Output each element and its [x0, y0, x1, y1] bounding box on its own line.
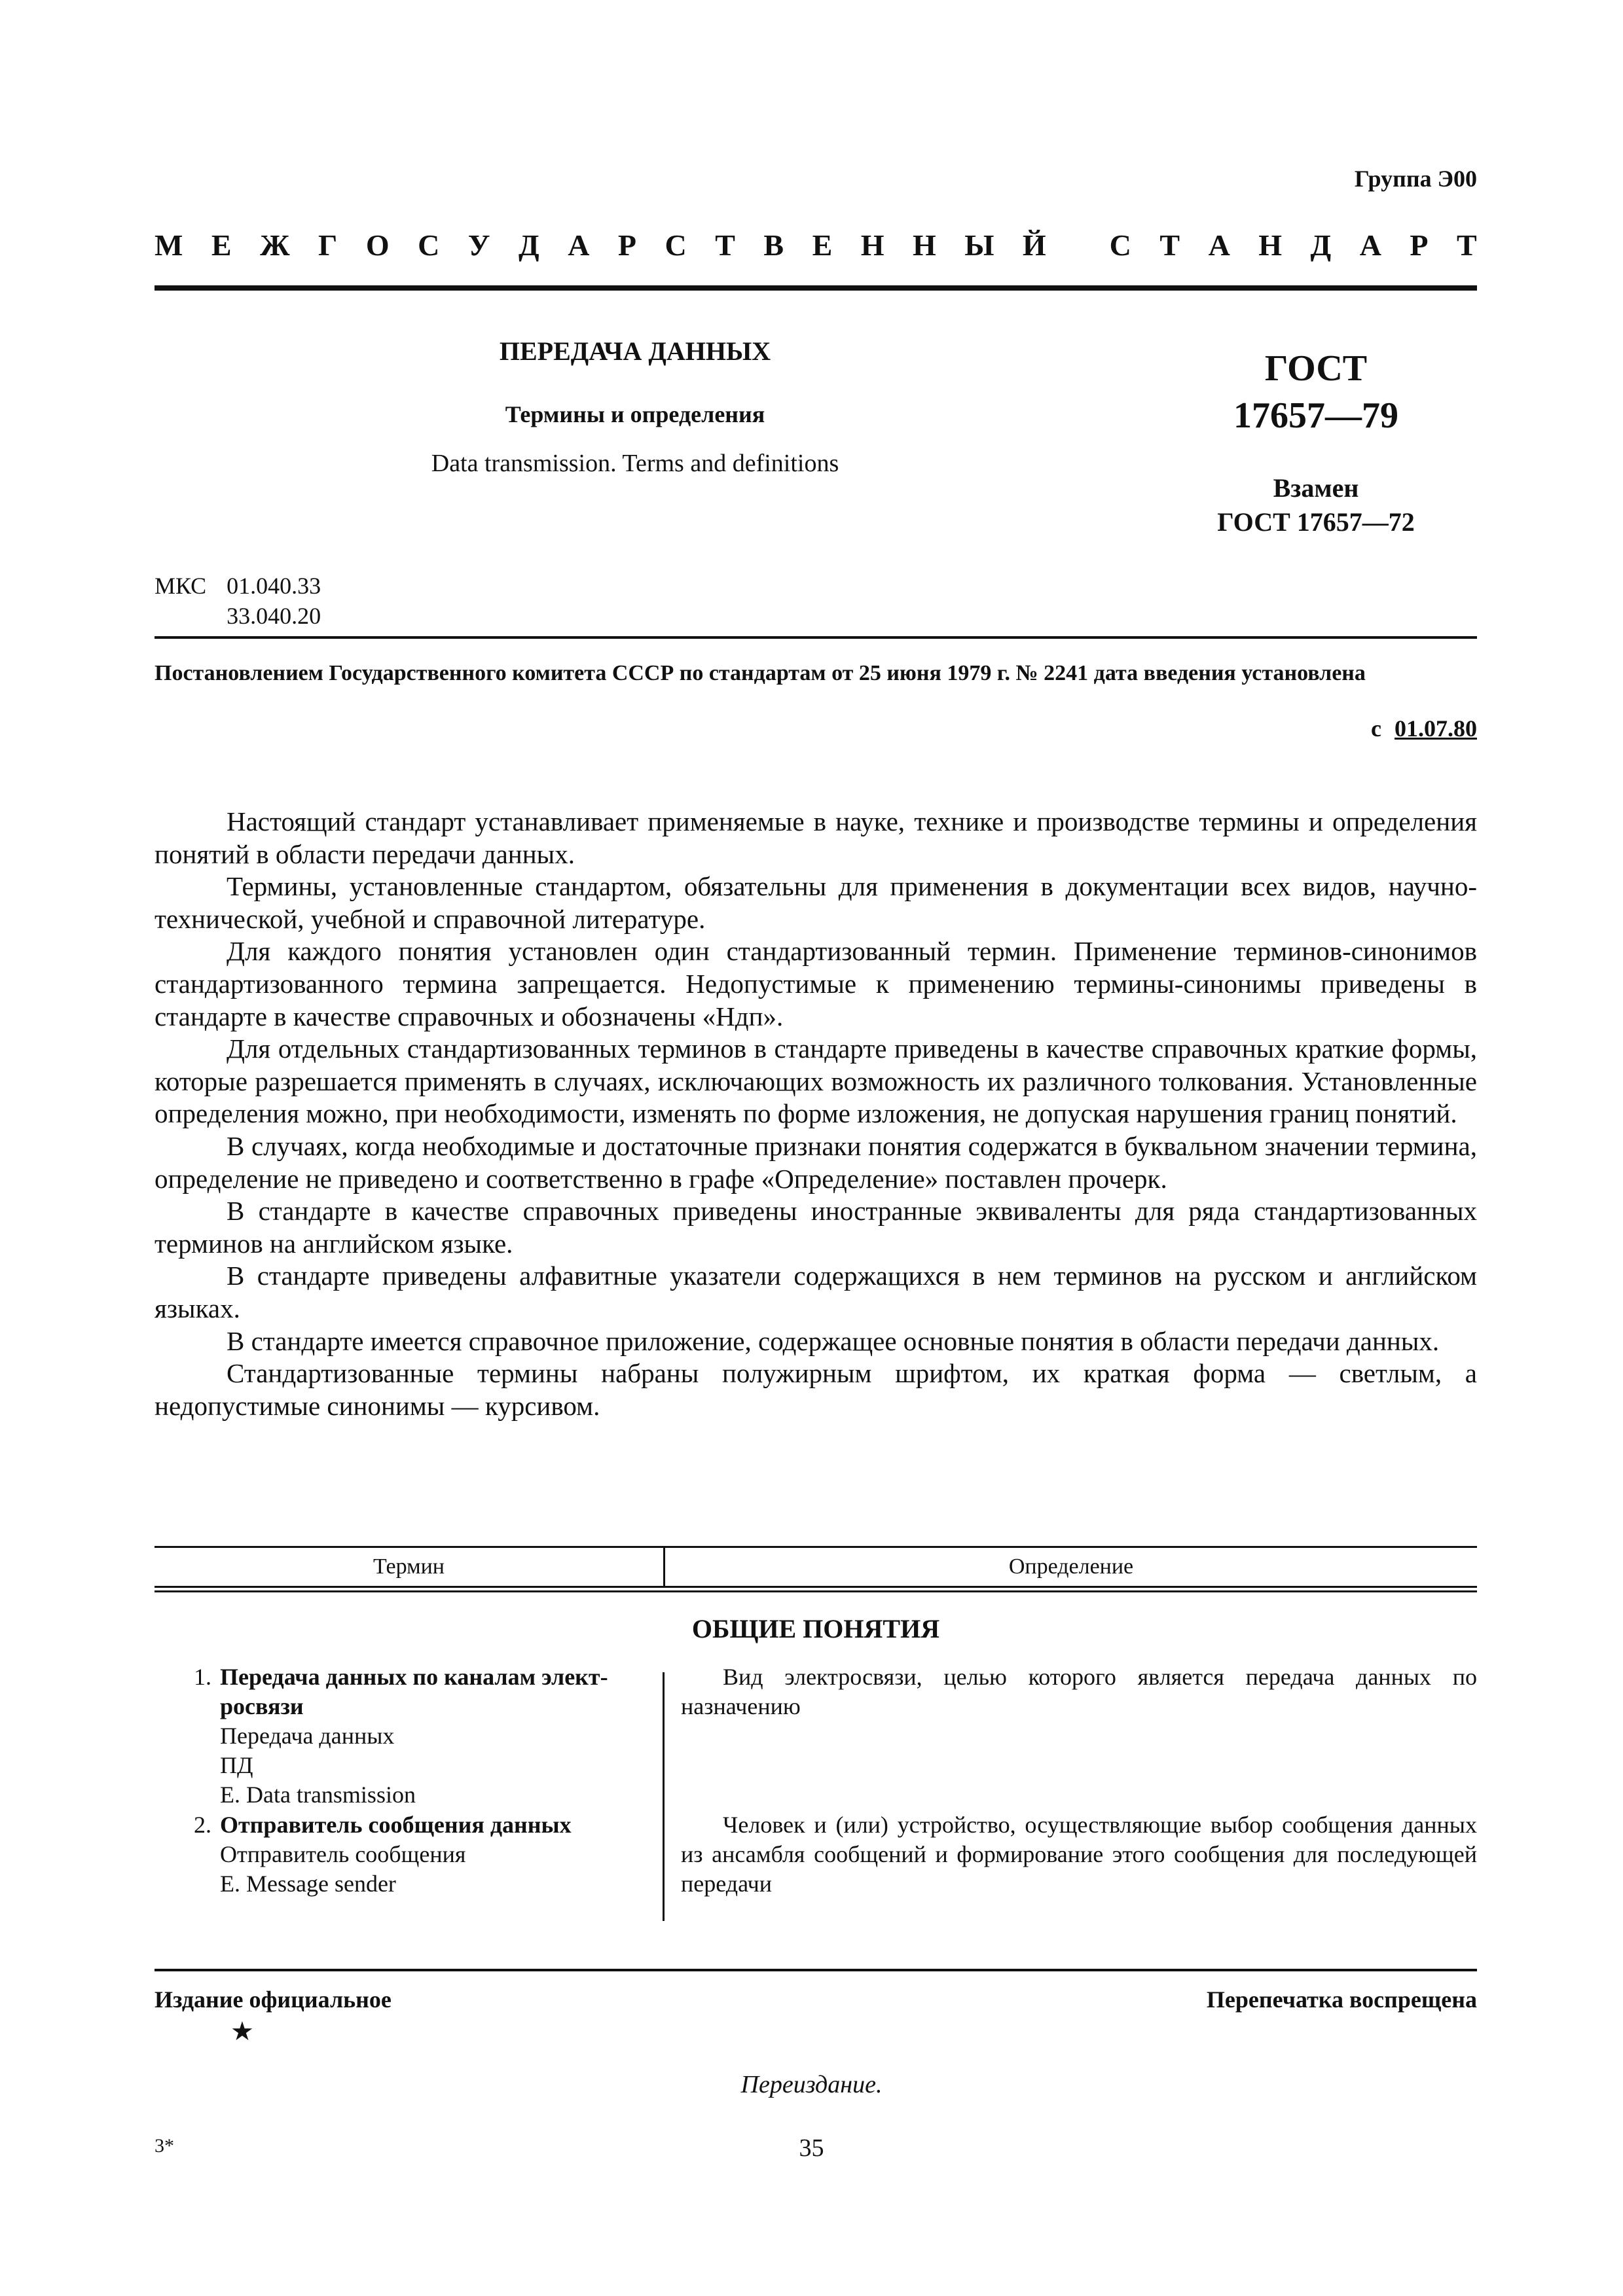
since-label: с: [1371, 715, 1381, 742]
term-entry-2: [194, 1810, 652, 1899]
banner-letter: М: [155, 228, 183, 262]
sheet-mark: 3*: [155, 2135, 174, 2157]
definition-1: Вид электросвязи, целью которого является передача данных по назначению: [681, 1664, 1477, 1719]
banner-letter: Г: [318, 228, 338, 262]
group-code: Группа Э00: [1354, 166, 1477, 192]
term-synonym: Отправитель сообщения: [220, 1841, 466, 1867]
intro-paragraph: Настоящий стандарт устанавливает применяемые в науке, технике и производстве термины и определения понятий в области передачи данных.: [155, 806, 1477, 869]
table-header-double-rule: [155, 1590, 1477, 1592]
term-number: 2.: [194, 1812, 211, 1838]
column-header-definition: Определение: [1008, 1554, 1134, 1579]
term-english: E. Data transmission: [220, 1782, 416, 1808]
banner-letter: Д: [519, 228, 539, 262]
banner-letter: Р: [617, 228, 637, 262]
header-rule: [155, 285, 1477, 291]
banner-letter: Т: [715, 228, 735, 262]
section-title: ОБЩИЕ ПОНЯТИЯ: [691, 1614, 940, 1643]
document-subtitle: Термины и определения: [505, 401, 765, 427]
replaces-number: ГОСТ 17657—72: [1217, 507, 1415, 537]
reissue-note: Переиздание.: [740, 2071, 883, 2098]
banner-letter: Ж: [260, 228, 290, 262]
banner-letter: Т: [1159, 228, 1180, 262]
official-edition: Издание официальное: [155, 1986, 392, 2013]
banner-letter: Н: [913, 228, 936, 262]
definition-2: Человек и (или) устройство, осуществляющие выбор сообщения данных из ансамбля сообщений и формирование этого сообщения для последующей передачи: [681, 1812, 1477, 1897]
interstate-standard-banner: [155, 228, 1477, 262]
banner-letter: У: [467, 228, 490, 262]
decree-rule: [155, 636, 1477, 639]
footer-rule: [155, 1969, 1477, 1971]
intro-paragraph: Для каждого понятия установлен один стандартизованный термин. Применение терминов-синонимов стандартизованного термина запрещается. Недопустимые к применению термины-синонимы приведены в стандарте в качестве справочных и обозначены «Ндп».: [155, 936, 1477, 1031]
banner-letter: Д: [1310, 228, 1332, 262]
page-number: 35: [799, 2134, 824, 2162]
term-number: 1.: [194, 1664, 211, 1690]
gost-number: 17657—79: [1233, 395, 1398, 436]
mks-label: МКС: [155, 573, 207, 599]
banner-letter: С: [1109, 228, 1131, 262]
banner-word-gap: [1074, 228, 1081, 262]
intro-paragraph: Термины, установленные стандартом, обязательны для применения в документации всех видов, научно-технической, учебной и справочной литературе.: [155, 871, 1477, 934]
banner-letter: Н: [860, 228, 884, 262]
column-header-term: Термин: [155, 1548, 665, 1586]
intro-paragraph: В стандарте приведены алфавитные указатели содержащихся в нем терминов на русском и английском языках.: [155, 1261, 1477, 1323]
gost-label: ГОСТ: [1264, 348, 1368, 389]
term-name-continued: росвязи: [220, 1693, 304, 1719]
intro-paragraph: Стандартизованные термины набраны полужирным шрифтом, их краткая форма — светлым, а недопустимые синонимы — курсивом.: [155, 1358, 1477, 1421]
mks-code: 33.040.20: [227, 603, 321, 629]
banner-letter: Н: [1258, 228, 1283, 262]
introduction: [155, 806, 1477, 1422]
intro-paragraph: В стандарте имеется справочное приложение, содержащее основные понятия в области передачи данных.: [227, 1325, 1440, 1356]
banner-letter: С: [665, 228, 687, 262]
banner-letter: С: [418, 228, 440, 262]
since-date: 01.07.80: [1395, 715, 1477, 742]
replaces-block: [1152, 471, 1480, 539]
decree-text: Постановлением Государственного комитета СССР по стандартам от 25 июня 1979 г. № 2241 дата введения установлена: [155, 661, 1366, 685]
banner-letter: О: [365, 228, 390, 262]
document-title: ПЕРЕДАЧА ДАННЫХ: [499, 336, 771, 366]
intro-paragraph: Для отдельных стандартизованных терминов в стандарте приведены в качестве справочных краткие формы, которые разрешается применять в случаях, исключающих возможность их различного толкования. Установленные определения можно, при необходимости, изменять по форме изложения, не допуская нарушения границ понятий.: [155, 1033, 1477, 1129]
banner-letter: Р: [1410, 228, 1429, 262]
term-english: E. Message sender: [220, 1871, 396, 1897]
term-synonym: Передача данных: [220, 1723, 395, 1749]
banner-letter: В: [763, 228, 784, 262]
intro-paragraph: В стандарте в качестве справочных приведены иностранные эквиваленты для ряда стандартизованных терминов на английском языке.: [155, 1196, 1477, 1259]
term-abbreviation: ПД: [220, 1752, 253, 1778]
document-title-english: Data transmission. Terms and definitions: [431, 450, 839, 477]
banner-letter: Е: [211, 228, 232, 262]
effective-date: [1371, 715, 1477, 742]
column-divider: [663, 1672, 665, 1921]
banner-letter: Й: [1022, 228, 1046, 262]
banner-letter: Т: [1457, 228, 1477, 262]
banner-letter: А: [568, 228, 590, 262]
reprint-prohibited: Перепечатка воспрещена: [1206, 1986, 1477, 2013]
mks-code: 01.040.33: [227, 573, 321, 599]
intro-paragraph: В случаях, когда необходимые и достаточные признаки понятия содержатся в буквальном значении термина, определение не приведено и соответственно в графе «Определение» поставлен прочерк.: [155, 1130, 1477, 1194]
banner-letter: А: [1359, 228, 1381, 262]
table-header: [155, 1546, 1477, 1588]
term-name: Передача данных по каналам элект-: [220, 1664, 608, 1690]
banner-letter: Е: [812, 228, 833, 262]
replaces-label: Взамен: [1273, 473, 1359, 503]
mks-codes: [155, 571, 321, 631]
term-entry-1: [194, 1662, 652, 1810]
banner-letter: Ы: [964, 228, 994, 262]
star-icon: ★: [230, 2017, 254, 2046]
gost-designation: [1178, 345, 1453, 439]
term-name: Отправитель сообщения данных: [220, 1812, 572, 1838]
banner-letter: А: [1208, 228, 1230, 262]
